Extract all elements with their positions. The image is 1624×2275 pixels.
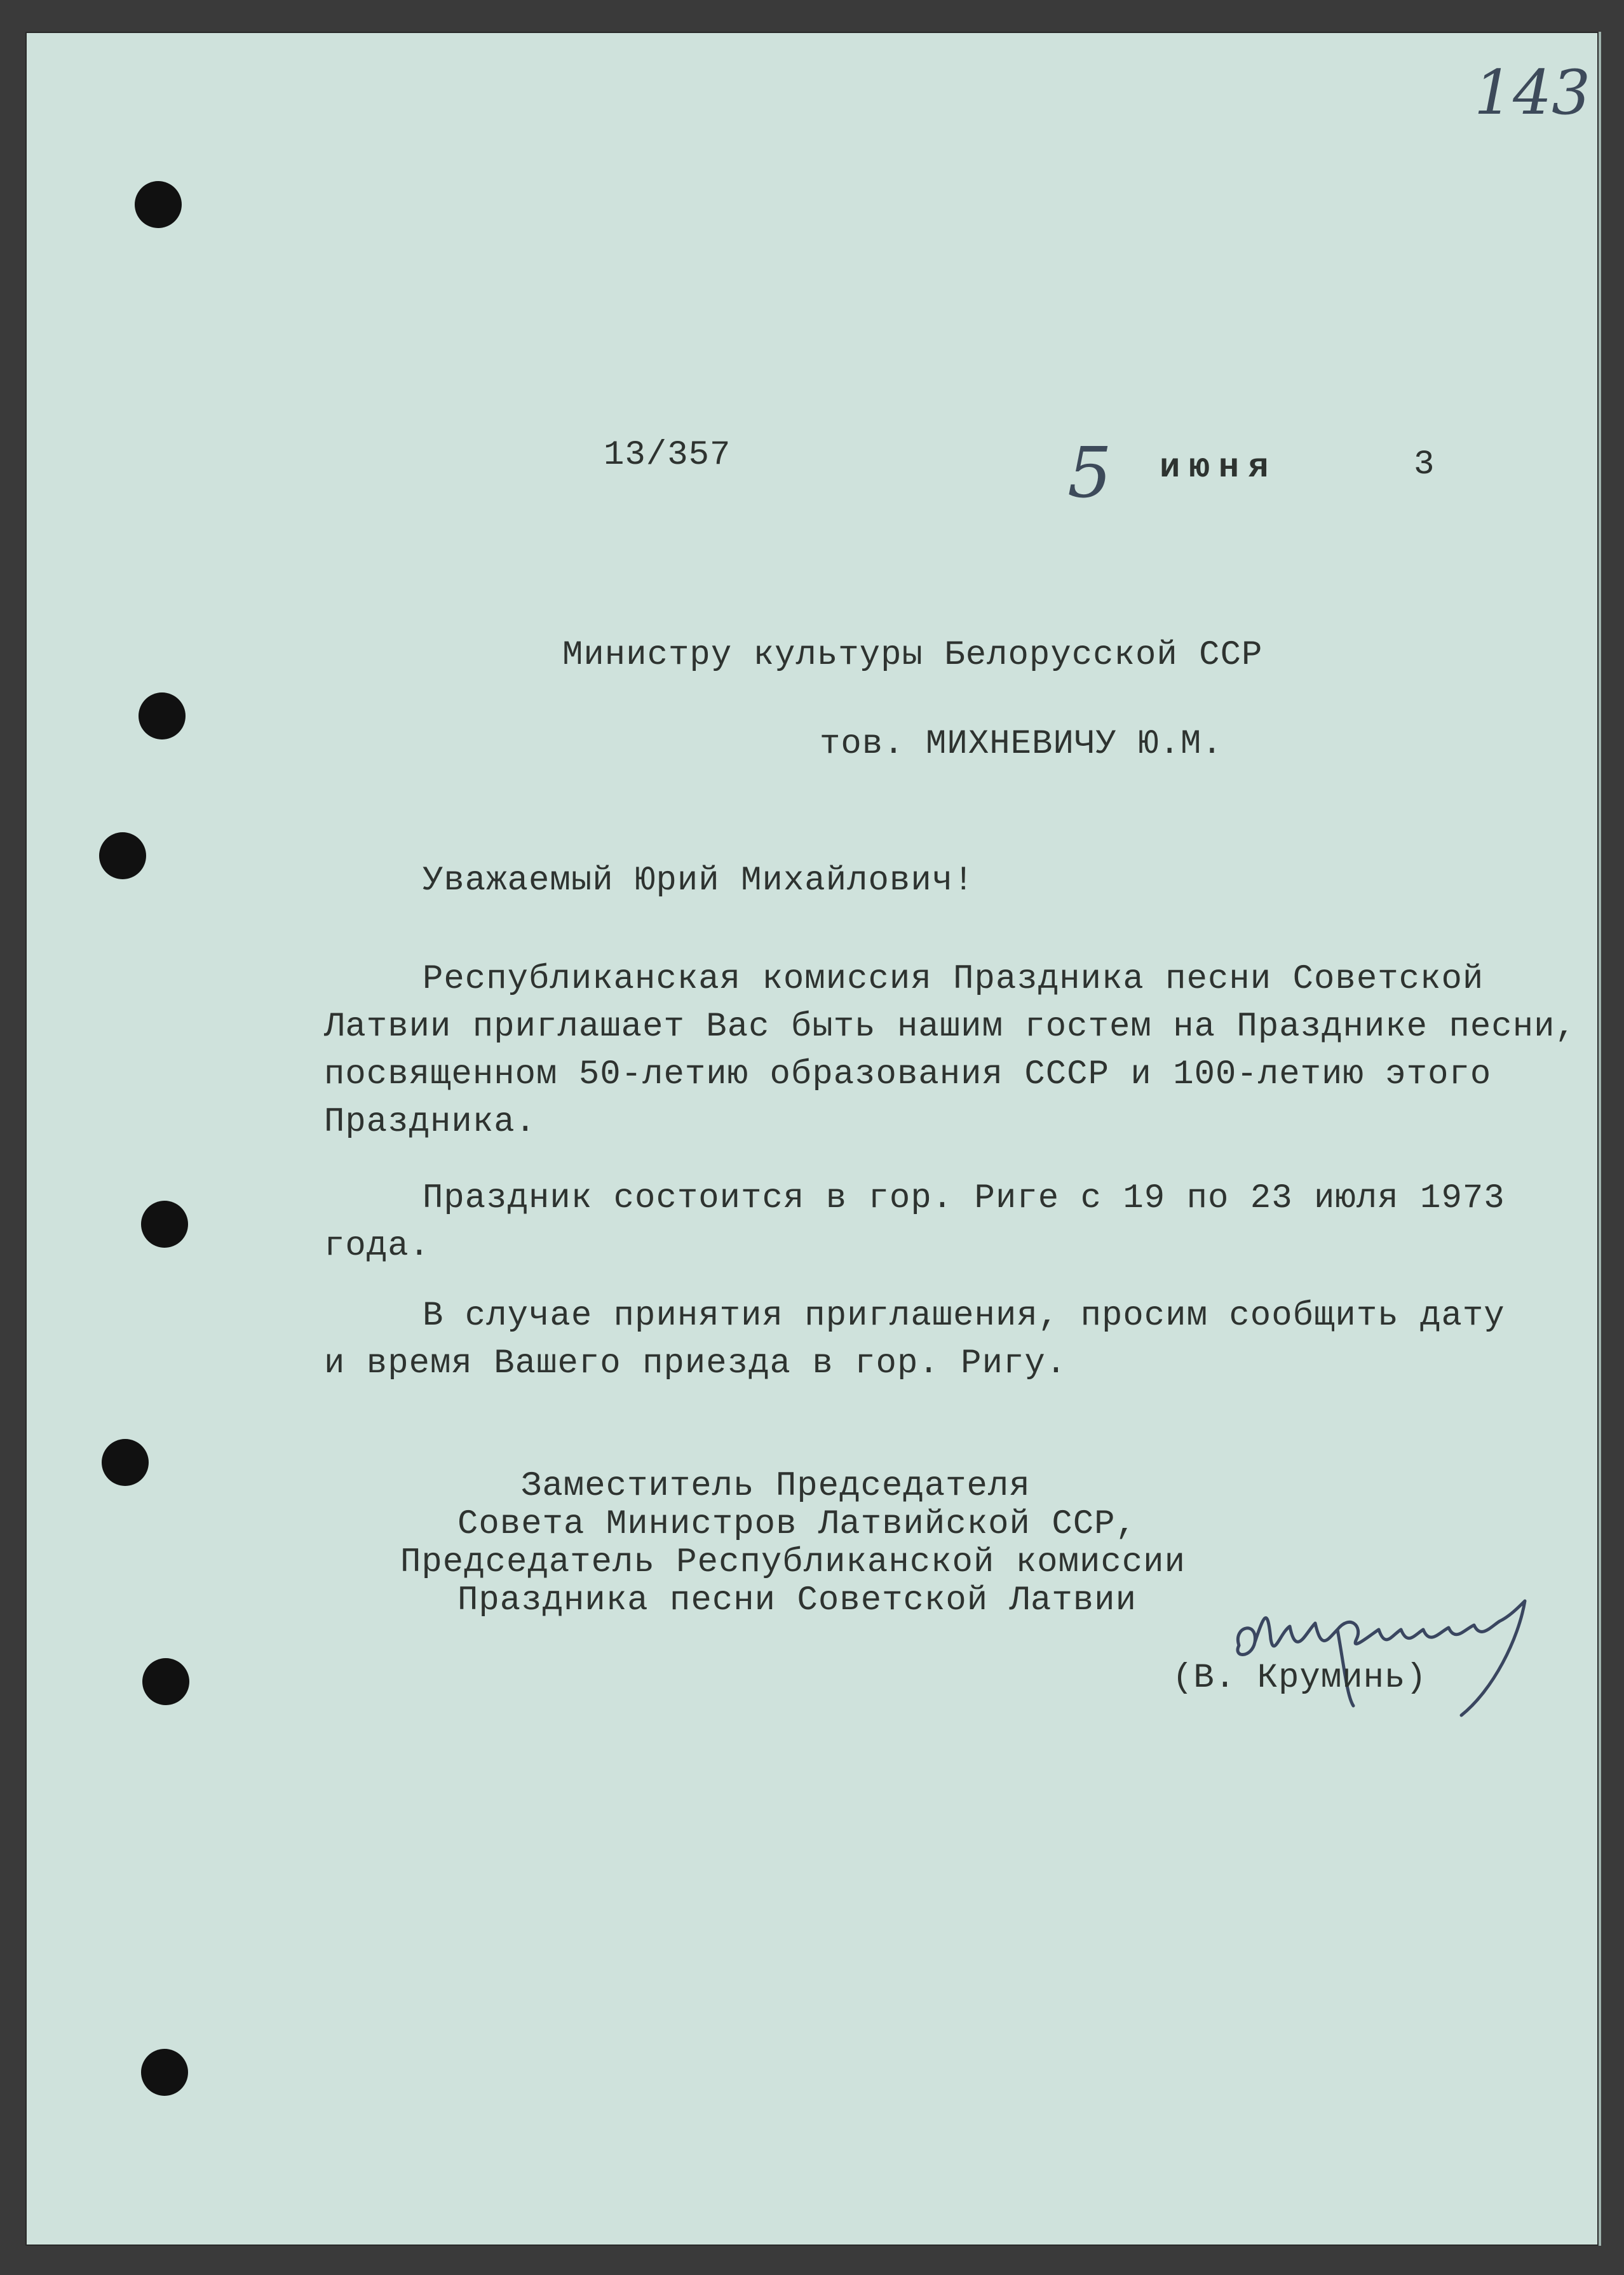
signatory-name: (В. Круминь) — [1172, 1659, 1427, 1698]
archive-page-number: 143 — [1474, 57, 1591, 128]
punch-hole — [142, 1658, 189, 1705]
signatory-title-line-2: Совета Министров Латвийской ССР, — [457, 1505, 1137, 1544]
date-day-handwritten: 5 — [1067, 432, 1112, 513]
body-p2-line-2: года. — [324, 1227, 431, 1266]
signatory-title-line-3: Председатель Республиканской комиссии — [400, 1543, 1186, 1582]
body-p1-line-2: Латвии приглашает Вас быть нашим гостем на Празднике песни, — [324, 1008, 1576, 1046]
punch-hole — [99, 832, 146, 879]
body-p3-line-2: и время Вашего приезда в гор. Ригу. — [324, 1344, 1067, 1383]
salutation: Уважаемый Юрий Михайлович! — [423, 861, 975, 900]
body-p1-line-3: посвященном 50-летию образования СССР и 100-летию этого — [324, 1055, 1492, 1094]
signatory-title-line-1: Заместитель Председателя — [521, 1467, 1031, 1506]
punch-hole — [141, 1201, 188, 1248]
addressee-line-1: Министру культуры Белорусской ССР — [562, 636, 1263, 675]
registration-number: 13/357 — [604, 436, 731, 475]
addressee-line-2: тов. МИХНЕВИЧУ Ю.М. — [820, 725, 1223, 764]
punch-hole — [139, 692, 186, 739]
date-year-digit: 3 — [1414, 445, 1435, 484]
handwritten-signature — [1220, 1569, 1550, 1734]
body-p1-line-4: Праздника. — [324, 1103, 537, 1142]
document-page — [25, 32, 1601, 2246]
date-month: июня — [1160, 449, 1278, 487]
body-p3-line-1: В случае принятия приглашения, просим сообщить дату — [423, 1297, 1505, 1335]
punch-hole — [141, 2049, 188, 2096]
body-p2-line-1: Праздник состоится в гор. Риге с 19 по 23 июля 1973 — [423, 1179, 1505, 1218]
punch-hole — [102, 1439, 149, 1486]
signatory-title-line-4: Праздника песни Советской Латвии — [457, 1581, 1137, 1620]
body-p1-line-1: Республиканская комиссия Праздника песни Советской — [423, 960, 1484, 999]
punch-hole — [135, 181, 182, 228]
